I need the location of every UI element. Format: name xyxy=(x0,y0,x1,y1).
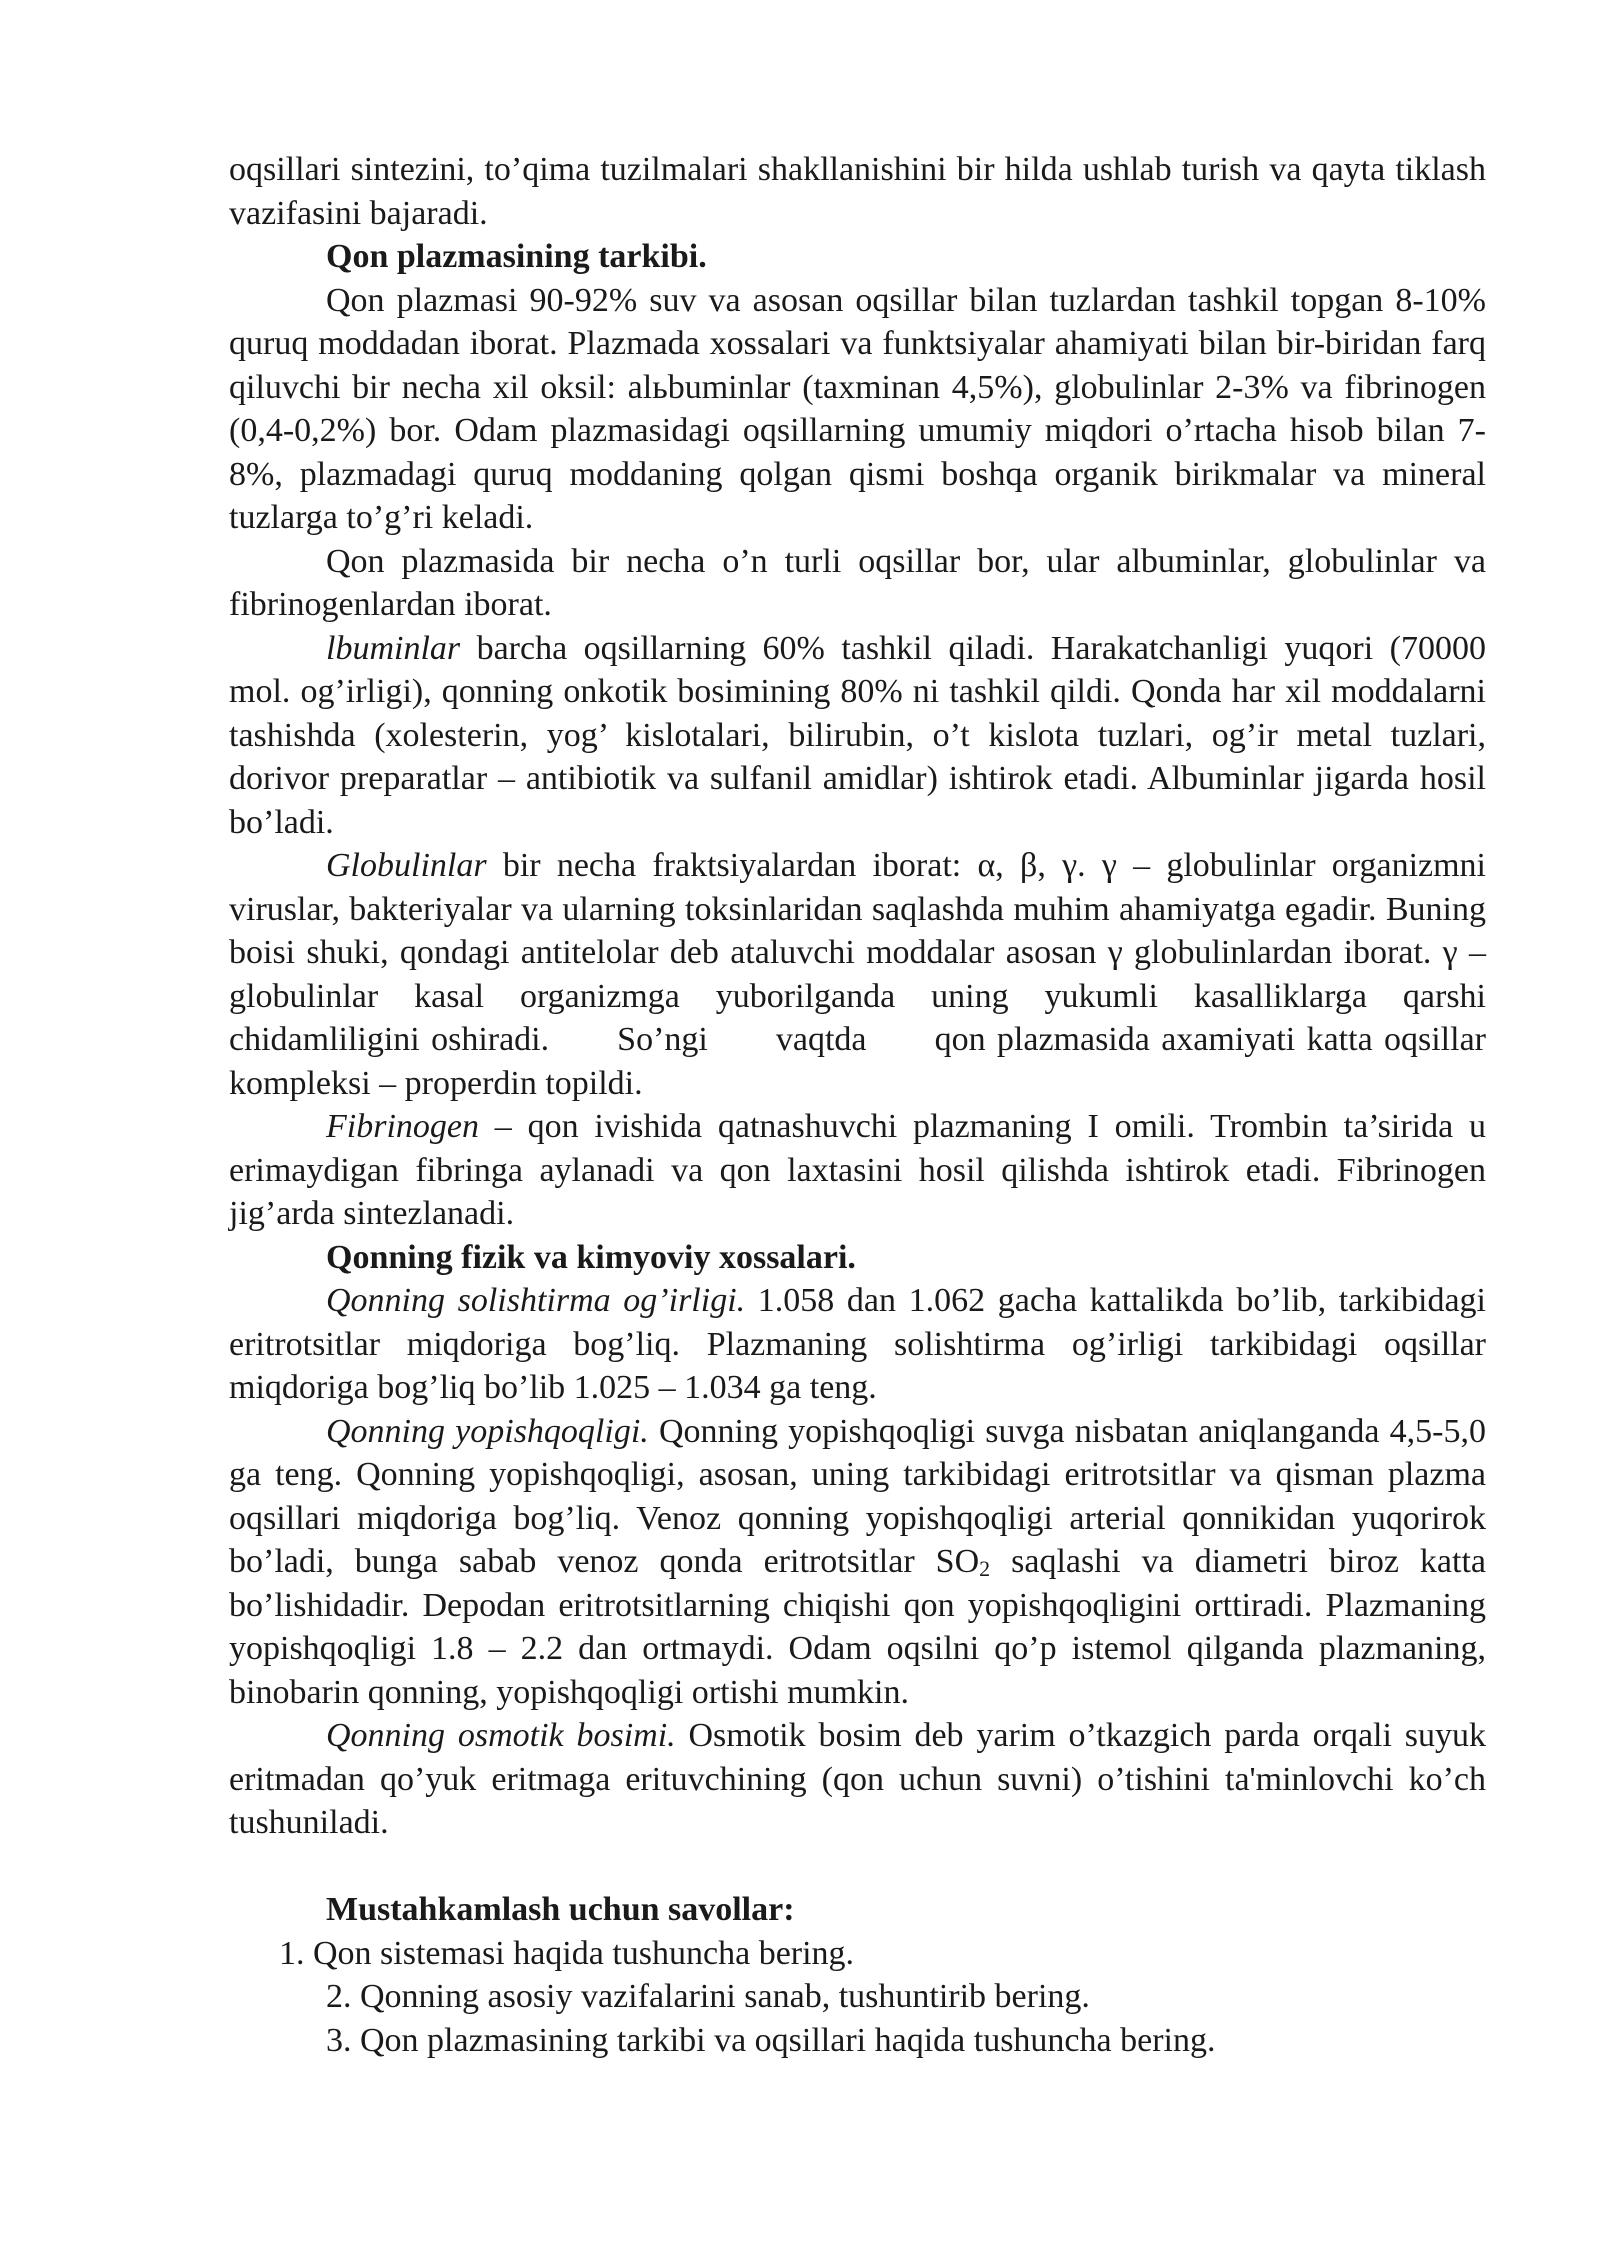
albumin-text: barcha oqsillarning 60% tashkil qiladi. Harakatchanligi yuqori (70000 mol. og’irligi), qonning onkotik bosimining 80% ni tashkil qildi. Qonda har xil moddalarni tashishda (xolesterin, yog’ kislotalari, bilirubin, o’t kislota tuzlari, og’ir metal tuzlari, dorivor preparatlar – antibiotik va sulfanil amidlar) ishtirok etadi. Albuminlar jigarda hosil bo’ladi. xyxy=(229,629,1486,841)
density-term: Qonning solishtirma og’irligi. xyxy=(326,1282,746,1319)
questions-heading: Mustahkamlash uchun savollar: xyxy=(326,1891,795,1928)
globulin-text: bir necha fraktsiyalardan iborat: α, β, γ. γ – globulinlar organizmni viruslar, bakteriyalar va ularning toksinlaridan saqlashda muhim ahamiyatga egadir. Buning boisi shuki, qondagi antitelolar deb ataluvchi moddalar asosan γ globulinlardan iborat. γ – globulinlar kasal organizmga yuborilganda uning yukumli kasalliklarga qarshi chidamliligini oshiradi. So’ngi vaqtda qon plazmasida axamiyati katta oqsillar kompleksi – properdin topildi. xyxy=(229,847,1495,1102)
question-item: 1. Qon sistemasi haqida tushuncha bering. xyxy=(279,1934,855,1972)
section-heading-physical: Qonning fizik va kimyoviy xossalari. xyxy=(326,1238,856,1276)
viscosity-text-a: Qonning yopishqoqligi suvga nisbatan aniqlanganda 4,5-5,0 ga teng. Qonning yopishqoqligi, asosan, uning tarkibidagi eritrotsitlar va qisman plazma oqsillari miqdoriga bog’liq. Venoz qonning yopishqoqligi arterial qonnikidan yuqorirok bo’ladi, bunga sabab venoz qonda eritrotsitlar SO xyxy=(229,1412,1486,1580)
albumin-paragraph xyxy=(229,627,1486,845)
plasma-paragraph-2: Qon plazmasida bir necha o’n turli oqsillar bor, ular albuminlar, globulinlar va fibrinogenlardan iborat. xyxy=(229,542,1486,623)
albumin-term: lbuminlar xyxy=(326,629,461,667)
question-item: 3. Qon plazmasining tarkibi va oqsillari haqida tushuncha bering. xyxy=(326,2021,1216,2059)
density-paragraph xyxy=(229,1279,1486,1410)
viscosity-paragraph xyxy=(229,1410,1486,1715)
osmotic-paragraph xyxy=(229,1714,1486,1845)
spacer xyxy=(229,1845,1486,1889)
subscript-2: 2 xyxy=(979,1556,991,1581)
osmotic-term: Qonning osmotik bosimi. xyxy=(326,1717,676,1754)
fibrinogen-paragraph xyxy=(229,1105,1486,1236)
intro-paragraph: oqsillari sintezini, to’qima tuzilmalari shakllanishini bir hilda ushlab turish va qayta tiklash vazifasini bajaradi. xyxy=(229,151,1486,232)
globulin-term: Globulinlar xyxy=(326,847,487,884)
density-text: 1.058 dan 1.062 gacha kattalikda bo’lib, tarkibidagi eritrotsitlar miqdoriga bog’liq. Plazmaning solishtirma og’irligi tarkibidagi oqsillar miqdoriga bog’liq bo’lib 1.025 – 1.034 ga teng. xyxy=(229,1282,1486,1406)
osmotic-text: Osmotik bosim deb yarim o’tkazgich parda orqali suyuk eritmadan qo’yuk eritmaga erituvchining (qon uchun suvni) o’tishini ta'minlovchi ko’ch tushuniladi. xyxy=(229,1717,1487,1841)
plasma-paragraph-1: Qon plazmasi 90-92% suv va asosan oqsillar bilan tuzlardan tashkil topgan 8-10% quruq moddadan iborat. Plazmada xossalari va funktsiyalar ahamiyati bilan bir-biridan farq qiluvchi bir necha xil oksil: alьbuminlar (taxminan 4,5%), globulinlar 2-3% va fibrinogen (0,4-0,2%) bor. Odam plazmasidagi oqsillarning umumiy miqdori o’rtacha hisob bilan 7-8%, plazmadagi quruq moddaning qolgan qismi boshqa organik birikmalar va mineral tuzlarga to’g’ri keladi. xyxy=(229,281,1486,536)
viscosity-text-b: saqlashi va diametri biroz katta bo’lishidadir. Depodan eritrotsitlarning chiqishi qon yopishqoqligini orttiradi. Plazmaning yopishqoqligi 1.8 – 2.2 dan ortmaydi. Odam oqsilni qo’p istemol qilganda plazmaning, binobarin qonning, yopishqoqligi ortishi mumkin. xyxy=(229,1543,1486,1711)
globulin-paragraph xyxy=(229,844,1495,1105)
fibrinogen-term: Fibrinogen xyxy=(326,1108,479,1145)
viscosity-term: Qonning yopishqoqligi. xyxy=(326,1412,649,1450)
document-page xyxy=(229,148,1495,2062)
question-item: 2. Qonning asosiy vazifalarini sanab, tushuntirib bering. xyxy=(326,1978,1090,2015)
section-heading-plasma: Qon plazmasining tarkibi. xyxy=(326,238,707,275)
fibrinogen-text: – qon ivishida qatnashuvchi plazmaning I omili. Trombin ta’sirida u erimaydigan fibringa aylanadi va qon laxtasini hosil qilishda ishtirok etadi. Fibrinogen jig’arda sintezlanadi. xyxy=(229,1108,1486,1232)
